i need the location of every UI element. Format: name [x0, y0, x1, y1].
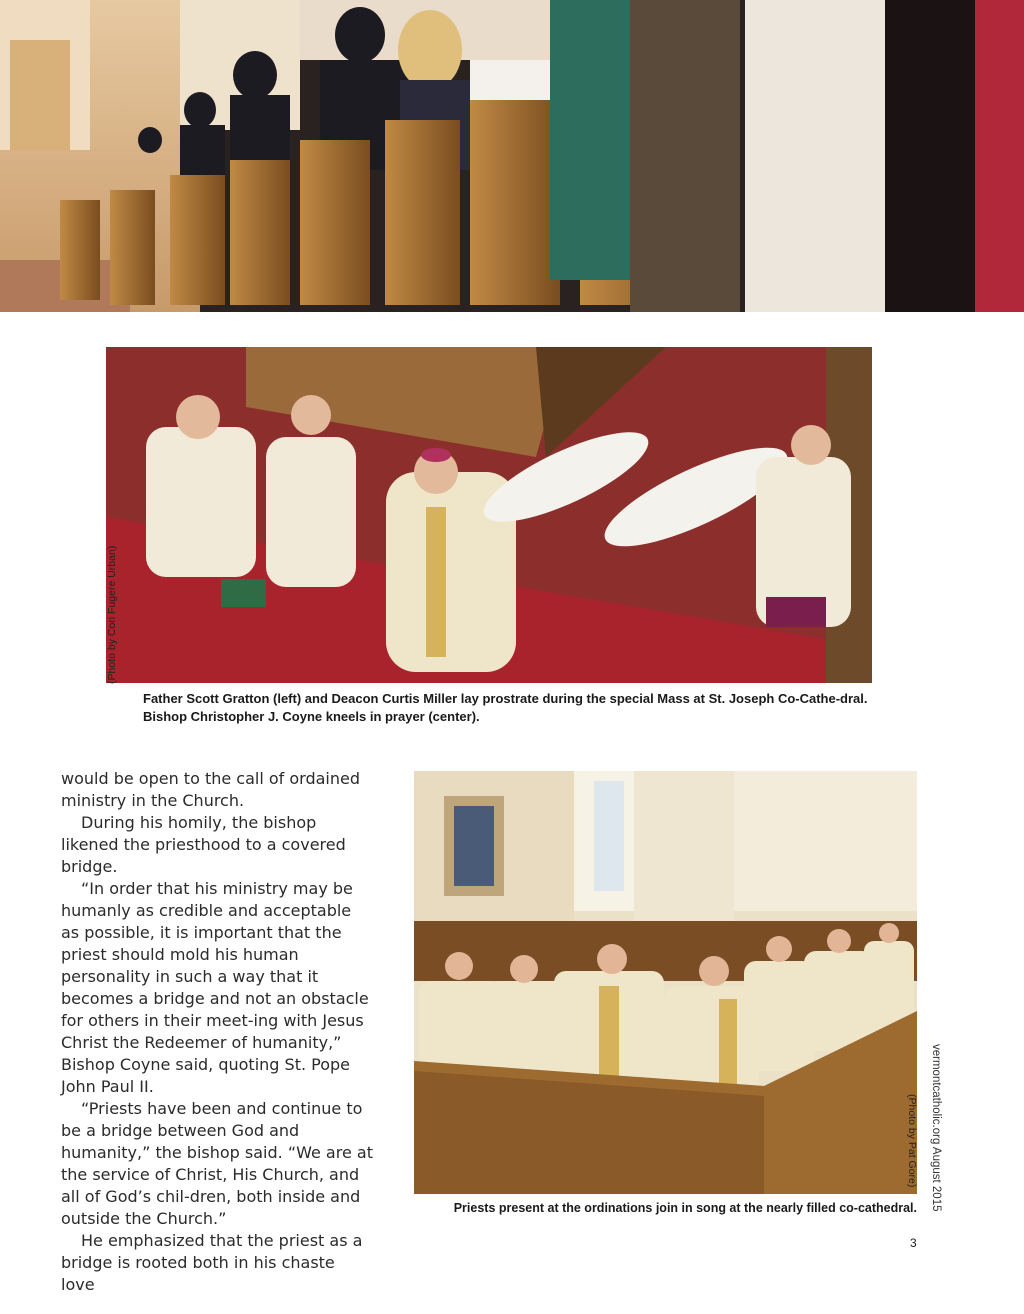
folio-line: vermontcatholic.org August 2015 — [930, 1044, 942, 1212]
priests-photo-caption: Priests present at the ordinations join in song at the nearly filled co-cathedral. — [453, 1201, 917, 1215]
ordination-photo — [106, 347, 872, 683]
article-paragraph: “Priests have been and continue to be a bridge between God and humanity,” the bishop said. “We are at the service of Christ, His Church, and all of God’s chil-dren, both inside and outside the Church.” — [61, 1099, 373, 1228]
ordination-photo-credit: (Photo by Cori Fugere Urban) — [106, 545, 118, 684]
article-paragraph: would be open to the call of ordained ministry in the Church. — [61, 769, 361, 810]
article-body — [61, 768, 373, 1296]
article-paragraph: During his homily, the bishop likened the priesthood to a covered bridge. — [61, 813, 346, 876]
page-number: 3 — [910, 1236, 917, 1250]
article-paragraph: He emphasized that the priest as a bridge is rooted both in his chaste love — [61, 1231, 363, 1294]
priests-photo-credit: (Photo by Pat Gore) — [906, 1094, 918, 1188]
ordination-photo-caption: Father Scott Gratton (left) and Deacon Curtis Miller lay prostrate during the special Mass at St. Joseph Co-Cathe-dral. Bishop Christopher J. Coyne kneels in prayer (center). — [143, 691, 868, 724]
article-paragraph: “In order that his ministry may be humanly as credible and acceptable as possible, it is important that the priest should mold his human personality in such a way that it becomes a bridge and not an obstacle for others in their meet-ing with Jesus Christ the Redeemer of humanity,” Bishop Coyne said, quoting St. Pope John Paul II. — [61, 879, 369, 1096]
top-photo — [0, 0, 1024, 312]
priests-photo — [414, 771, 917, 1194]
